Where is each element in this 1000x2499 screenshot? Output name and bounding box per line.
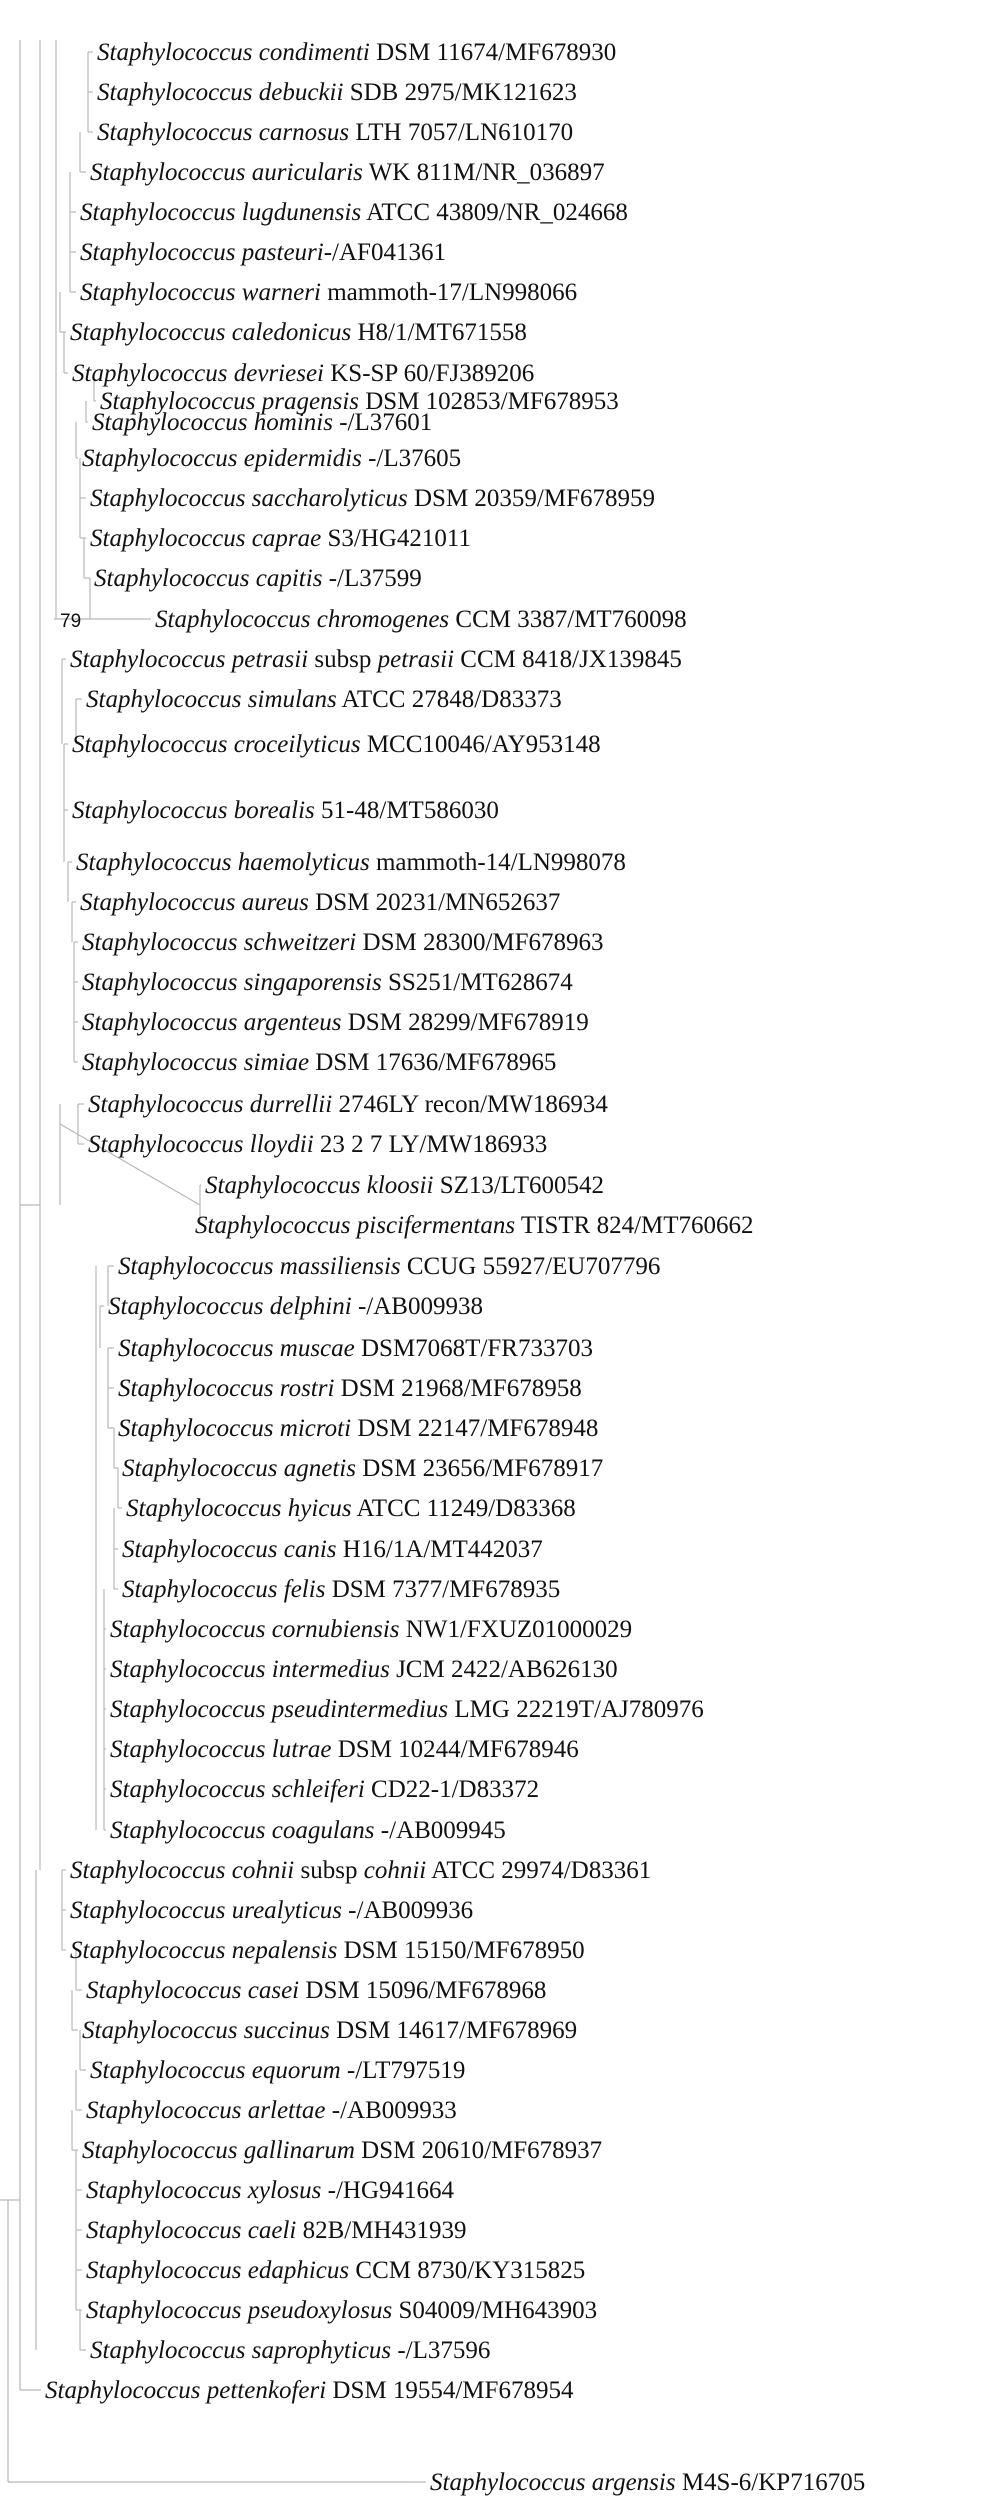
leaf-label-muscae (118, 1335, 593, 1362)
species-name: capitis (255, 565, 323, 592)
genus-name: Staphylococcus (82, 1049, 244, 1076)
leaf-label-cornubiensis (110, 1616, 632, 1643)
strain-accession: DSM 20359/MF678959 (407, 485, 656, 512)
genus-name: Staphylococcus (108, 1293, 270, 1320)
leaf-label-succinus (82, 2017, 577, 2044)
species-name: chromogenes (316, 606, 450, 633)
leaf-label-schleiferi (110, 1776, 539, 1803)
species-name: argenteus (243, 1009, 342, 1036)
leaf-label-coagulans (110, 1817, 506, 1844)
genus-name: Staphylococcus (80, 279, 242, 306)
genus-name: Staphylococcus (110, 1736, 272, 1763)
genus-name: Staphylococcus (82, 1009, 244, 1036)
leaf-label-croceilyticus (72, 731, 601, 758)
leaf-label-devriesei (72, 360, 534, 387)
genus-name: Staphylococcus (70, 1897, 232, 1924)
strain-accession: CCM 8418/JX139845 (454, 646, 682, 673)
strain-accession: JCM 2422/AB626130 (389, 1656, 618, 1683)
genus-name: Staphylococcus (70, 1937, 232, 1964)
species-name: haemolyticus (237, 849, 370, 876)
species-name: caledonicus (231, 319, 352, 346)
species-name: lloydii (249, 1131, 314, 1158)
species-name: kloosii (366, 1172, 434, 1199)
strain-accession: SS251/MT628674 (381, 969, 573, 996)
leaf-label-massiliensis (118, 1253, 660, 1280)
strain-accession: DSM 102853/MF678953 (359, 388, 619, 415)
leaf-label-nepalensis (70, 1937, 585, 1964)
genus-name: Staphylococcus (86, 2217, 248, 2244)
genus-name: Staphylococcus (118, 1253, 280, 1280)
species-name: saccharolyticus (251, 485, 408, 512)
leaf-label-xylosus (86, 2177, 455, 2204)
species-name: xylosus (247, 2177, 322, 2204)
species-name: lugdunensis (241, 199, 362, 226)
leaf-label-lloydii (88, 1131, 547, 1158)
genus-name: Staphylococcus (90, 2337, 252, 2364)
species-name: debuckii (258, 79, 344, 106)
strain-accession: DSM 20610/MF678937 (354, 2137, 603, 2164)
species-name: caeli (247, 2217, 297, 2244)
strain-accession: H16/1A/MT442037 (336, 1536, 543, 1563)
strain-accession: DSM 14617/MF678969 (329, 2017, 578, 2044)
species-name: argensis (591, 2469, 676, 2496)
leaf-label-schweitzeri (82, 929, 604, 956)
genus-name: Staphylococcus (155, 606, 317, 633)
genus-name: Staphylococcus (70, 319, 232, 346)
strain-accession: TISTR 824/MT760662 (515, 1212, 754, 1239)
genus-name: Staphylococcus (88, 1131, 250, 1158)
strain-accession: MCC10046/AY953148 (360, 731, 601, 758)
strain-accession: CCM 3387/MT760098 (449, 606, 687, 633)
species-name: condimenti (258, 39, 370, 66)
strain-accession: DSM 10244/MF678946 (331, 1736, 579, 1763)
strain-accession: ATCC 29974/D83361 (426, 1857, 652, 1884)
strain-accession: -/AB009945 (374, 1817, 506, 1844)
leaf-label-caeli (86, 2217, 467, 2244)
strain-accession: SDB 2975/MK121623 (343, 79, 577, 106)
species-name: simiae (243, 1049, 310, 1076)
leaf-label-intermedius (110, 1656, 618, 1683)
strain-accession: DSM 28300/MF678963 (356, 929, 604, 956)
strain-accession: S04009/MH643903 (392, 2297, 598, 2324)
leaf-label-lugdunensis (80, 199, 628, 226)
genus-name: Staphylococcus (86, 1977, 248, 2004)
species-name: schleiferi (271, 1776, 365, 1803)
species-name: simulans (247, 686, 337, 713)
species-name: equorum (251, 2057, 341, 2084)
strain-accession: H8/1/MT671558 (351, 319, 527, 346)
leaf-label-rostri (118, 1375, 582, 1402)
genus-name: Staphylococcus (430, 2469, 592, 2496)
genus-name: Staphylococcus (122, 1536, 284, 1563)
strain-accession: LMG 22219T/AJ780976 (448, 1696, 704, 1723)
leaf-label-argensis (430, 2469, 865, 2496)
strain-accession: SZ13/LT600542 (433, 1172, 605, 1199)
genus-name: Staphylococcus (100, 388, 262, 415)
strain-accession: DSM7068T/FR733703 (354, 1335, 593, 1362)
leaf-label-urealyticus (70, 1897, 473, 1924)
genus-name: Staphylococcus (45, 2377, 207, 2404)
genus-name: Staphylococcus (82, 2017, 244, 2044)
genus-name: Staphylococcus (118, 1415, 280, 1442)
genus-name: Staphylococcus (195, 1212, 357, 1239)
genus-name: Staphylococcus (72, 731, 234, 758)
strain-accession: CCUG 55927/EU707796 (400, 1253, 661, 1280)
species-name: muscae (279, 1335, 355, 1362)
strain-accession: 2746LY recon/MW186934 (332, 1091, 608, 1118)
species-name: edaphicus (247, 2257, 350, 2284)
genus-name: Staphylococcus (88, 1091, 250, 1118)
leaf-label-borealis (72, 797, 499, 824)
genus-name: Staphylococcus (80, 239, 242, 266)
species-name: canis (283, 1536, 337, 1563)
strain-accession: 23 2 7 LY/MW186933 (313, 1131, 548, 1158)
species-name: nepalensis (231, 1937, 338, 1964)
species-name: schweitzeri (243, 929, 357, 956)
subspecies-name: cohnii (363, 1857, 427, 1884)
leaf-labels (45, 39, 865, 2496)
bootstrap-value: 79 (60, 611, 82, 632)
strain-accession: DSM 17636/MF678965 (309, 1049, 557, 1076)
strain-accession: DSM 11674/MF678930 (369, 39, 617, 66)
genus-name: Staphylococcus (110, 1616, 272, 1643)
genus-name: Staphylococcus (90, 485, 252, 512)
genus-name: Staphylococcus (122, 1576, 284, 1603)
leaf-label-aureus (80, 889, 560, 916)
species-name: microti (279, 1415, 352, 1442)
species-name: devriesei (233, 360, 324, 387)
species-name: pseudoxylosus (247, 2297, 393, 2324)
leaf-label-saccharolyticus (90, 485, 655, 512)
leaf-label-debuckii (97, 79, 577, 106)
leaf-label-simulans (86, 686, 562, 713)
strain-accession: WK 811M/NR_036897 (362, 159, 605, 186)
strain-accession: S3/HG421011 (321, 525, 471, 552)
leaf-label-warneri (80, 279, 577, 306)
genus-name: Staphylococcus (110, 1656, 272, 1683)
strain-accession: DSM 19554/MF678954 (326, 2377, 574, 2404)
strain-accession: 82B/MH431939 (296, 2217, 467, 2244)
genus-name: Staphylococcus (118, 1335, 280, 1362)
genus-name: Staphylococcus (97, 119, 259, 146)
leaf-label-pettenkoferi (45, 2377, 574, 2404)
strain-accession: -/L37599 (322, 565, 422, 592)
species-name: auricularis (251, 159, 363, 186)
leaf-label-pseudintermedius (110, 1696, 704, 1723)
strain-accession: DSM 7377/MF678935 (325, 1576, 561, 1603)
genus-name: Staphylococcus (86, 2097, 248, 2124)
leaf-label-cohnii (70, 1857, 651, 1884)
genus-name: Staphylococcus (90, 2057, 252, 2084)
strain-accession: DSM 23656/MF678917 (355, 1455, 604, 1482)
species-name: petrasii (231, 646, 309, 673)
leaf-label-pasteuri (80, 239, 446, 266)
genus-name: Staphylococcus (97, 79, 259, 106)
strain-accession: DSM 15150/MF678950 (337, 1937, 585, 1964)
strain-accession: NW1/FXUZ01000029 (399, 1616, 633, 1643)
species-name: hyicus (287, 1495, 352, 1522)
genus-name: Staphylococcus (97, 39, 259, 66)
genus-name: Staphylococcus (86, 2177, 248, 2204)
species-name: borealis (233, 797, 315, 824)
genus-name: Staphylococcus (86, 2257, 248, 2284)
genus-name: Staphylococcus (110, 1776, 272, 1803)
genus-name: Staphylococcus (205, 1172, 367, 1199)
genus-name: Staphylococcus (70, 646, 232, 673)
strain-accession: -/AB009936 (341, 1897, 474, 1924)
leaf-label-felis (122, 1576, 560, 1603)
species-name: agnetis (283, 1455, 356, 1482)
species-name: pseudintermedius (271, 1696, 449, 1723)
strain-accession: -/L37605 (361, 445, 462, 472)
leaf-label-condimenti (97, 39, 616, 66)
leaf-label-durrellii (88, 1091, 608, 1118)
genus-name: Staphylococcus (110, 1817, 272, 1844)
species-name: warneri (241, 279, 321, 306)
genus-name: Staphylococcus (82, 2137, 244, 2164)
leaf-label-argenteus (82, 1009, 589, 1036)
leaf-label-singaporensis (82, 969, 573, 996)
strain-accession: 51-48/MT586030 (314, 797, 499, 824)
genus-name: Staphylococcus (92, 409, 254, 436)
species-name: pasteuri (241, 239, 324, 266)
leaf-label-gallinarum (82, 2137, 602, 2164)
strain-accession: subsp (294, 1857, 364, 1884)
strain-accession: CCM 8730/KY315825 (349, 2257, 586, 2284)
strain-accession: ATCC 11249/D83368 (351, 1495, 576, 1522)
genus-name: Staphylococcus (80, 889, 242, 916)
species-name: cornubiensis (271, 1616, 400, 1643)
subspecies-name: petrasii (377, 646, 455, 673)
leaf-label-capitis (94, 565, 422, 592)
species-name: intermedius (271, 1656, 390, 1683)
strain-accession: KS-SP 60/FJ389206 (324, 360, 535, 387)
leaf-label-auricularis (90, 159, 605, 186)
strain-accession: mammoth-17/LN998066 (320, 279, 578, 306)
species-name: singaporensis (243, 969, 382, 996)
species-name: piscifermentans (356, 1212, 516, 1239)
genus-name: Staphylococcus (82, 969, 244, 996)
species-name: saprophyticus (251, 2337, 392, 2364)
leaf-label-microti (118, 1415, 598, 1442)
species-name: gallinarum (243, 2137, 355, 2164)
species-name: pettenkoferi (206, 2377, 327, 2404)
leaf-label-equorum (90, 2057, 465, 2084)
strain-accession: DSM 28299/MF678919 (341, 1009, 589, 1036)
leaf-label-casei (86, 1977, 546, 2004)
leaf-label-caledonicus (70, 319, 527, 346)
strain-accession: DSM 22147/MF678948 (351, 1415, 599, 1442)
genus-name: Staphylococcus (126, 1495, 288, 1522)
leaf-label-chromogenes (155, 606, 687, 633)
leaf-label-simiae (82, 1049, 556, 1076)
species-name: croceilyticus (233, 731, 361, 758)
species-name: durrellii (249, 1091, 333, 1118)
species-name: carnosus (258, 119, 350, 146)
leaf-label-haemolyticus (76, 849, 626, 876)
genus-name: Staphylococcus (82, 445, 244, 472)
leaf-label-kloosii (205, 1172, 604, 1199)
genus-name: Staphylococcus (86, 686, 248, 713)
strain-accession: M4S-6/KP716705 (675, 2469, 866, 2496)
genus-name: Staphylococcus (90, 159, 252, 186)
strain-accession: DSM 20231/MN652637 (308, 889, 561, 916)
species-name: pragensis (261, 388, 359, 415)
genus-name: Staphylococcus (82, 929, 244, 956)
species-name: hominis (253, 409, 333, 436)
leaf-label-piscifermentans (195, 1212, 754, 1239)
strain-accession: -/HG941664 (321, 2177, 455, 2204)
leaf-label-lutrae (110, 1736, 579, 1763)
genus-name: Staphylococcus (94, 565, 256, 592)
species-name: caprae (251, 525, 322, 552)
genus-name: Staphylococcus (90, 525, 252, 552)
strain-accession: LTH 7057/LN610170 (349, 119, 574, 146)
strain-accession: -/L37596 (391, 2337, 491, 2364)
strain-accession: ATCC 27848/D83373 (336, 686, 562, 713)
leaf-label-hyicus (126, 1495, 576, 1522)
species-name: massiliensis (279, 1253, 401, 1280)
leaf-label-arlettae (86, 2097, 457, 2124)
species-name: urealyticus (231, 1897, 342, 1924)
strain-accession: -/AF041361 (323, 239, 446, 266)
species-name: delphini (269, 1293, 352, 1320)
strain-accession: CD22-1/D83372 (364, 1776, 540, 1803)
species-name: epidermidis (243, 445, 362, 472)
leaf-label-epidermidis (82, 445, 461, 472)
leaf-label-caprae (90, 525, 471, 552)
strain-accession: DSM 15096/MF678968 (299, 1977, 547, 2004)
strain-accession: -/LT797519 (340, 2057, 466, 2084)
genus-name: Staphylococcus (110, 1696, 272, 1723)
strain-accession: ATCC 43809/NR_024668 (361, 199, 628, 226)
strain-accession: -/AB009938 (351, 1293, 483, 1320)
genus-name: Staphylococcus (72, 360, 234, 387)
genus-name: Staphylococcus (70, 1857, 232, 1884)
species-name: rostri (279, 1375, 335, 1402)
genus-name: Staphylococcus (86, 2297, 248, 2324)
strain-accession: subsp (308, 646, 378, 673)
genus-name: Staphylococcus (76, 849, 238, 876)
leaf-label-canis (122, 1536, 543, 1563)
leaf-label-carnosus (97, 119, 573, 146)
leaf-label-pseudoxylosus (86, 2297, 597, 2324)
species-name: arlettae (247, 2097, 326, 2124)
leaf-label-petrasii (70, 646, 682, 673)
species-name: felis (283, 1576, 326, 1603)
strain-accession: -/AB009933 (325, 2097, 457, 2124)
species-name: succinus (243, 2017, 330, 2044)
genus-name: Staphylococcus (122, 1455, 284, 1482)
genus-name: Staphylococcus (72, 797, 234, 824)
strain-accession: mammoth-14/LN998078 (369, 849, 626, 876)
species-name: casei (247, 1977, 300, 2004)
species-name: cohnii (231, 1857, 295, 1884)
leaf-label-agnetis (122, 1455, 603, 1482)
leaf-label-hominis (92, 409, 432, 436)
strain-accession: DSM 21968/MF678958 (334, 1375, 582, 1402)
species-name: coagulans (271, 1817, 375, 1844)
species-name: aureus (241, 889, 309, 916)
leaf-label-saprophyticus (90, 2337, 490, 2364)
leaf-label-edaphicus (86, 2257, 585, 2284)
species-name: lutrae (271, 1736, 332, 1763)
leaf-label-delphini (108, 1293, 483, 1320)
genus-name: Staphylococcus (80, 199, 242, 226)
strain-accession: -/L37601 (332, 409, 433, 436)
genus-name: Staphylococcus (118, 1375, 280, 1402)
